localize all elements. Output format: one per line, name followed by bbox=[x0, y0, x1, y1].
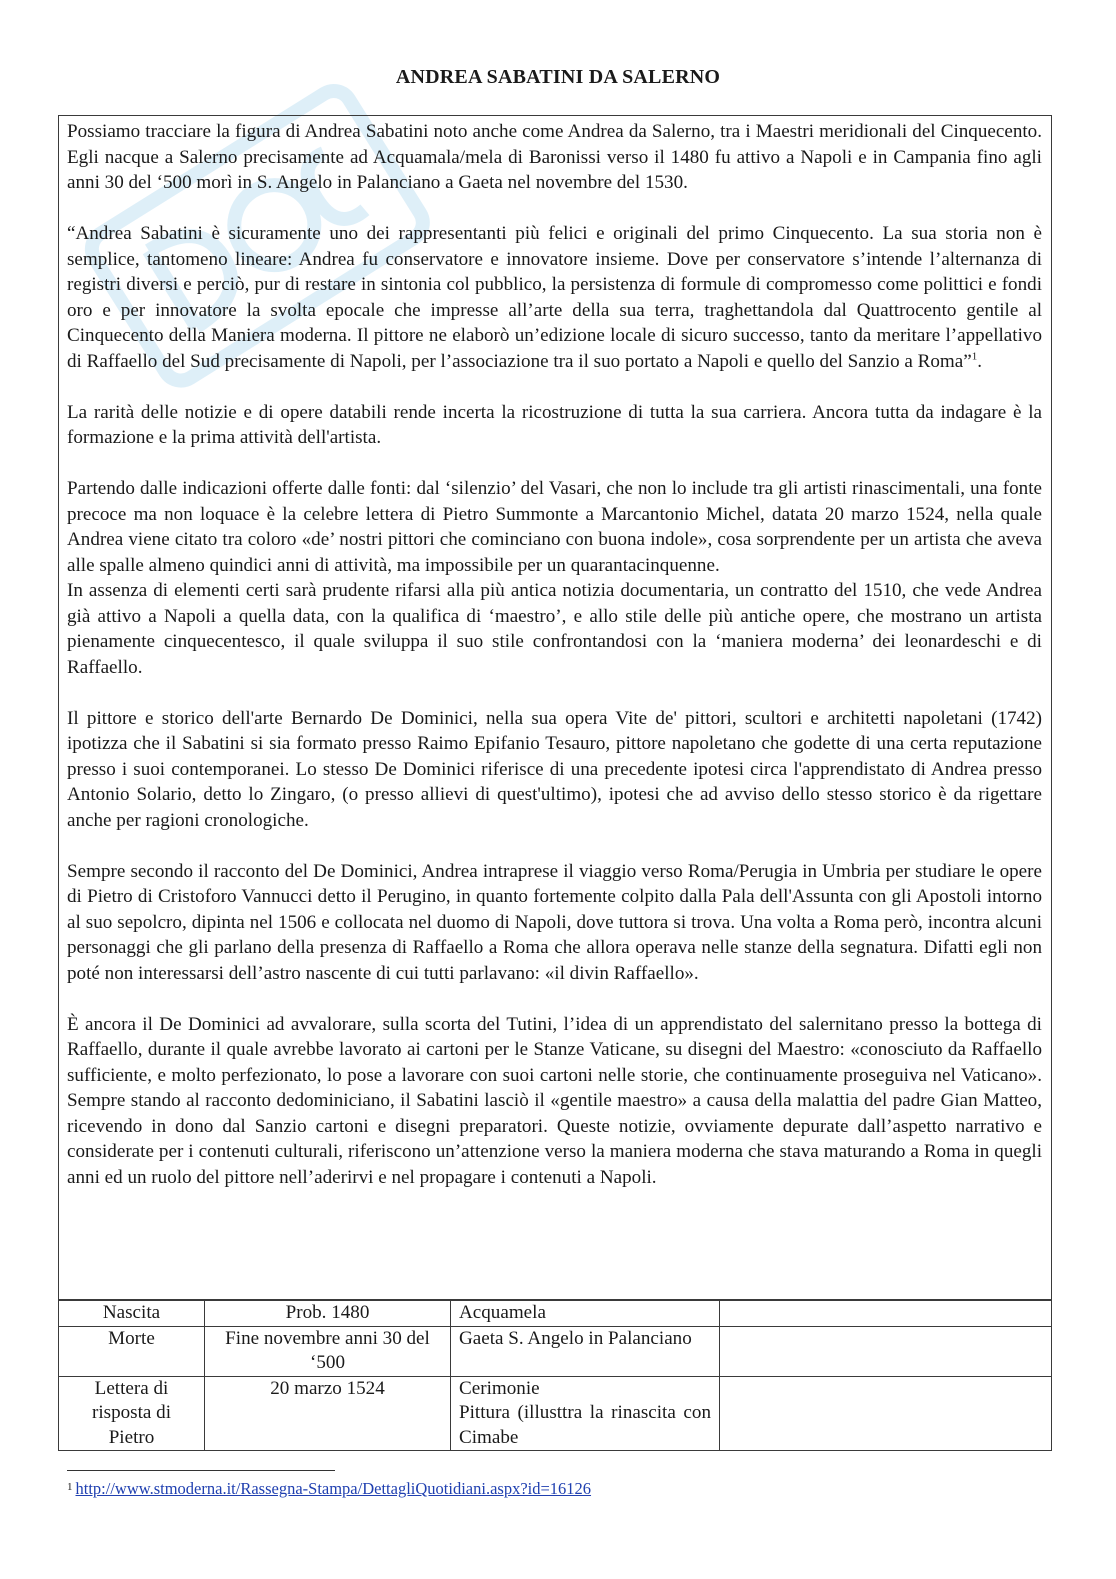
paragraph-quote bbox=[67, 221, 1042, 374]
table-cell bbox=[720, 1301, 1052, 1327]
table-cell: Morte bbox=[59, 1326, 205, 1376]
table-row bbox=[59, 1301, 1052, 1327]
cell-line: Cerimonie bbox=[459, 1377, 540, 1399]
paragraph-rarity: La rarità delle notizie e di opere databili rende incerta la ricostruzione di tutta la sua carriera. Ancora tutta da indagare è la formazione e la prima attività dell'artista. bbox=[67, 401, 1042, 448]
table-cell: 20 marzo 1524 bbox=[205, 1376, 451, 1451]
table-row bbox=[59, 1376, 1052, 1451]
cell-line: Pittura (illusttra la rinascita con Cimabe bbox=[459, 1402, 711, 1448]
table-cell: Prob. 1480 bbox=[205, 1301, 451, 1327]
table-cell: Acquamela bbox=[451, 1301, 720, 1327]
table-row bbox=[59, 1326, 1052, 1376]
table-cell bbox=[720, 1326, 1052, 1376]
footnote bbox=[67, 1478, 591, 1500]
paragraph-intro: Possiamo tracciare la figura di Andrea Sabatini noto anche come Andrea da Salerno, tra i Maestri meridionali del Cinquecento. Egli nacque a Salerno precisamente ad Acquamala/mela di Baronissi verso il 1480 fu attivo a Napoli e in Campania fino agli anni 30 del ‘500 morì in S. Angelo in Palanciano a Gaeta nel novembre del 1530. bbox=[67, 121, 1042, 193]
info-table bbox=[58, 1300, 1052, 1451]
document-title: ANDREA SABATINI DA SALERNO bbox=[395, 66, 721, 88]
footnote-link[interactable]: http://www.stmoderna.it/Rassegna-Stampa/DettagliQuotidiani.aspx?id=16126 bbox=[75, 1479, 592, 1498]
paragraph-journey: Sempre secondo il racconto del De Dominici, Andrea intraprese il viaggio verso Roma/Perugia in Umbria per studiare le opere di Pietro di Cristoforo Vannucci detto il Perugino, in quanto fortemente colpito dalla Pala dell'Assunta con gli Apostoli intorno al suo sepolcro, dipinta nel 1506 e collocata nel duomo di Napoli, dove tuttora si trova. Una volta a Roma però, incontra alcuni personaggi che gli parlano della presenza di Raffaello a Roma che allora operava nelle stanze della segnatura. Difatti egli non poté non interessarsi dell’astro nascente di cui tutti parlavano: «il divin Raffaello». bbox=[67, 860, 1042, 984]
paragraph-de-dominici: Il pittore e storico dell'arte Bernardo De Dominici, nella sua opera Vite de' pittori, scultori e architetti napoletani (1742) ipotizza che il Sabatini si sia formato presso Raimo Epifanio Tesauro, pittore napoletano che godette di una certa reputazione presso i suoi contemporanei. Lo stesso De Dominici riferisce di una precedente ipotesi circa l'apprendistato di Andrea presso Antonio Solario, detto lo Zingaro, (o presso allievi di quest'ultimo), ipotesi che ad avviso dello stesso storico è da rigettare anche per ragioni cronologiche. bbox=[67, 707, 1042, 831]
footnote-reference[interactable]: 1 bbox=[971, 350, 978, 363]
footnote-separator bbox=[67, 1470, 335, 1471]
table-cell: Fine novembre anni 30 del ‘500 bbox=[205, 1326, 451, 1376]
table-cell bbox=[451, 1326, 720, 1376]
table-cell: Lettera di risposta di Pietro bbox=[59, 1376, 205, 1451]
death-place: Gaeta S. Angelo in Palanciano bbox=[459, 1327, 692, 1349]
quote-text: “Andrea Sabatini è sicuramente uno dei rappresentanti più felici e originali del primo Cinquecento. La sua storia non è semplice, tantomeno lineare: Andrea fu conservatore e innovatore insieme. Dove per conservatore s’intende l’alternanza di registri diversi e perciò, pur di restare in sintonia col pubblico, la persistenza di formule di compromesso come polittici e fondi oro e per innovatore la svolta epocale che impresse all’arte della sua terra, traghettandola dal Quattrocento gentile al Cinquecento della Maniera moderna. Il pittore ne elaborò un’edizione locale di sicuro successo, tanto da meritare l’appellativo di Raffaello del Sud precisamente di Napoli, per l’associazione tra il suo portato a Napoli e quello del Sanzio a Roma” bbox=[67, 223, 1042, 372]
paragraph-apprenticeship: È ancora il De Dominici ad avvalorare, sulla scorta del Tutini, l’idea di un apprendistato del salernitano presso la bottega di Raffaello, durante il quale avrebbe lavorato ai cartoni per le Stanze Vaticane, su disegni del Maestro: «conosciuto da Raffaello sufficiente, e molto perfezionato, lo pose a lavorare con suoi cartoni nelle storie, che continuamente proseguiva nel Vaticano». Sempre stando al racconto dedominiciano, il Sabatini lasciò il «gentile maestro» a causa della malattia del padre Gian Matteo, ricevendo in dono dal Sanzio cartoni e disegni preparatori. Queste notizie, ovviamente depurate dall’aspetto narrativo e considerate per i contenuti culturali, riferiscono un’attenzione verso la maniera moderna che stava maturando a Roma in quegli anni ed un ruolo del pittore nell’aderirvi e nel propagare i contenuti a Napoli. bbox=[67, 1013, 1042, 1188]
document-body bbox=[67, 119, 1042, 1190]
paragraph-sources: Partendo dalle indicazioni offerte dalle fonti: dal ‘silenzio’ del Vasari, che non lo include tra gli artisti rinascimentali, una fonte precoce ma non loquace è la celebre lettera di Pietro Summonte a Marcantonio Michel, datata 20 marzo 1524, nella quale Andrea viene citato tra coloro «de’ nostri pittori che cominciano con buona indole», cosa sorprendente per un artista che aveva alle spalle almeno quindici anni di attività, ma impossibile per un quarantacinquenne. bbox=[67, 478, 1042, 576]
table-cell bbox=[451, 1376, 720, 1451]
paragraph-contract: In assenza di elementi certi sarà prudente rifarsi alla più antica notizia documentaria, un contratto del 1510, che vede Andrea già attivo a Napoli a quella data, con la qualifica di ‘maestro’, e allo stile delle più antiche opere, che mostrano un artista pienamente cinquecentesco, il quale sviluppa il suo stile confrontandosi con la ‘maniera moderna’ dei leonardeschi e di Raffaello. bbox=[67, 580, 1042, 678]
quote-end-period: . bbox=[977, 350, 983, 372]
table-cell bbox=[720, 1376, 1052, 1451]
footnote-mark: 1 bbox=[67, 1481, 73, 1493]
table-cell: Nascita bbox=[59, 1301, 205, 1327]
